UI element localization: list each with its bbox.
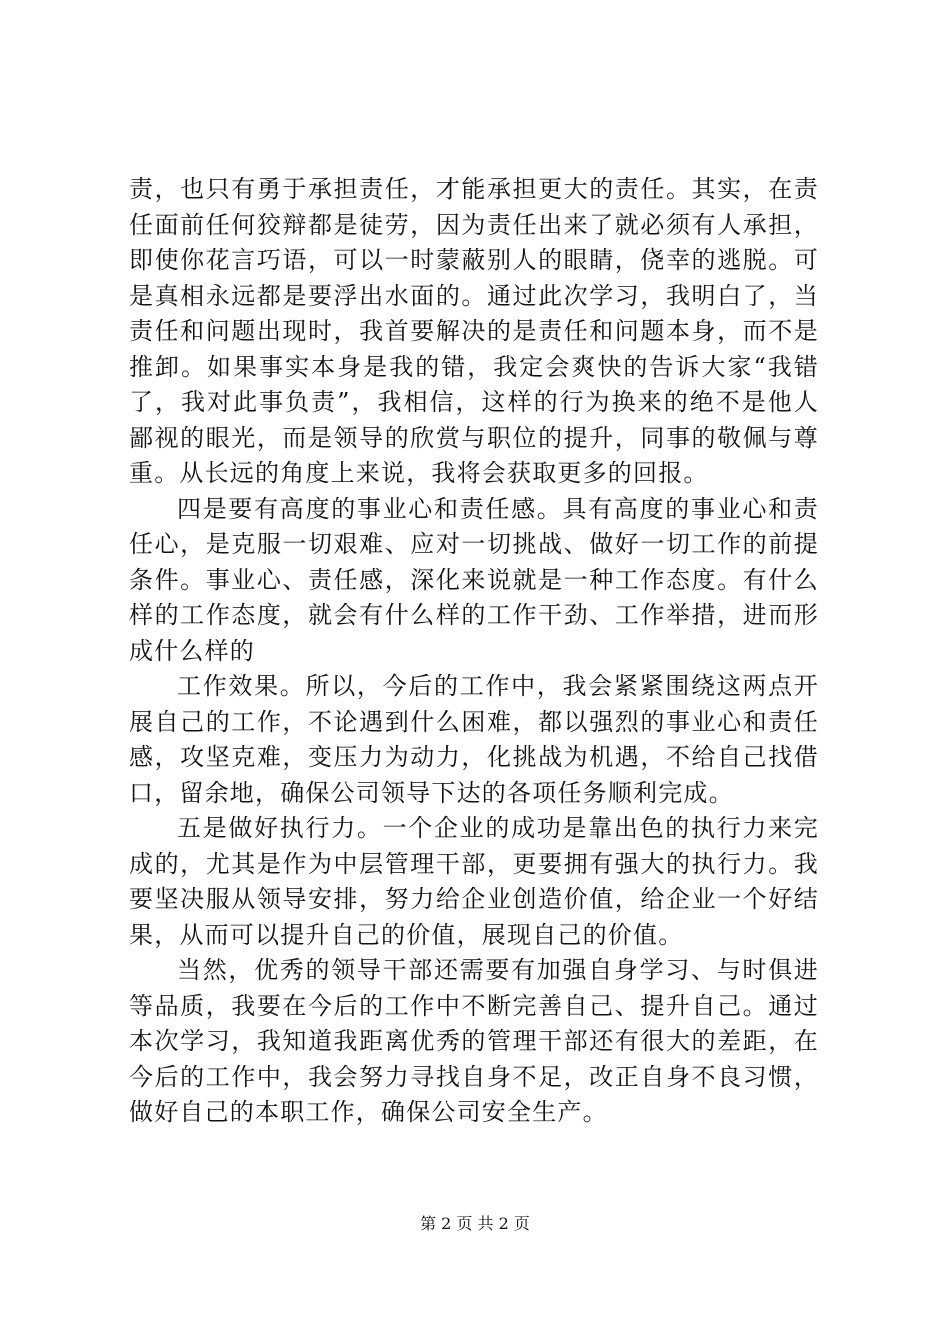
text-line: 果，从而可以提升自己的价值，展现自己的价值。	[129, 920, 684, 949]
paragraph-work-effect	[129, 669, 819, 811]
text-line: 任面前任何狡辩都是徒劳，因为责任出来了就必须有人承担，	[129, 210, 819, 239]
text-line: 了，我对此事负责”，我相信，这样的行为换来的绝不是他人	[129, 388, 819, 416]
text-line: 责，也只有勇于承担责任，才能承担更大的责任。其实，在责	[129, 175, 819, 203]
text-line: 要坚决服从领导安排，努力给企业创造价值，给企业一个好结	[129, 885, 819, 913]
paragraph-conclusion	[129, 953, 819, 1131]
text-line: 当然，优秀的领导干部还需要有加强自身学习、与时俱进	[177, 956, 819, 984]
text-line: 今后的工作中，我会努力寻找自身不足，改正自身不良习惯，	[129, 1062, 819, 1091]
text-line: 本次学习，我知道我距离优秀的管理干部还有很大的差距，在	[129, 1027, 819, 1055]
text-line: 样的工作态度，就会有什么样的工作干劲、工作举措，进而形	[129, 601, 819, 629]
text-line: 工作效果。所以，今后的工作中，我会紧紧围绕这两点开	[177, 672, 819, 700]
text-line: 感，攻坚克难，变压力为动力，化挑战为机遇，不给自己找借	[129, 743, 819, 771]
text-line: 是真相永远都是要浮出水面的。通过此次学习，我明白了，当	[129, 281, 819, 310]
text-line: 任心，是克服一切艰难、应对一切挑战、做好一切工作的前提	[129, 530, 819, 558]
paragraph-execution	[129, 811, 819, 953]
text-line: 重。从长远的角度上来说，我将会获取更多的回报。	[129, 459, 709, 487]
text-line: 展自己的工作，不论遇到什么困难，都以强烈的事业心和责任	[129, 707, 819, 736]
text-line: 做好自己的本职工作，确保公司安全生产。	[129, 1098, 608, 1126]
text-line: 等品质，我要在今后的工作中不断完善自己、提升自己。通过	[129, 991, 819, 1020]
text-line: 条件。事业心、责任感，深化来说就是一种工作态度。有什么	[129, 565, 819, 594]
text-line: 四是要有高度的事业心和责任感。具有高度的事业心和责	[177, 494, 819, 523]
paragraph-dedication	[129, 492, 819, 670]
text-line: 鄙视的眼光，而是领导的欣赏与职位的提升，同事的敬佩与尊	[129, 423, 819, 452]
body-text	[129, 172, 819, 1131]
text-line: 成什么样的	[129, 636, 255, 665]
text-line: 口，留余地，确保公司领导下达的各项任务顺利完成。	[129, 778, 734, 807]
text-line: 五是做好执行力。一个企业的成功是靠出色的执行力来完	[177, 814, 819, 842]
text-line: 责任和问题出现时，我首要解决的是责任和问题本身，而不是	[129, 317, 819, 345]
paragraph-responsibility	[129, 172, 819, 492]
text-line: 推卸。如果事实本身是我的错，我定会爽快的告诉大家“我错	[129, 352, 819, 381]
page-number-footer: 第 2 页 共 2 页	[420, 1214, 530, 1233]
text-line: 成的，尤其是作为中层管理干部，更要拥有强大的执行力。我	[129, 849, 819, 878]
text-line: 即使你花言巧语，可以一时蒙蔽别人的眼睛，侥幸的逃脱。可	[129, 246, 819, 274]
